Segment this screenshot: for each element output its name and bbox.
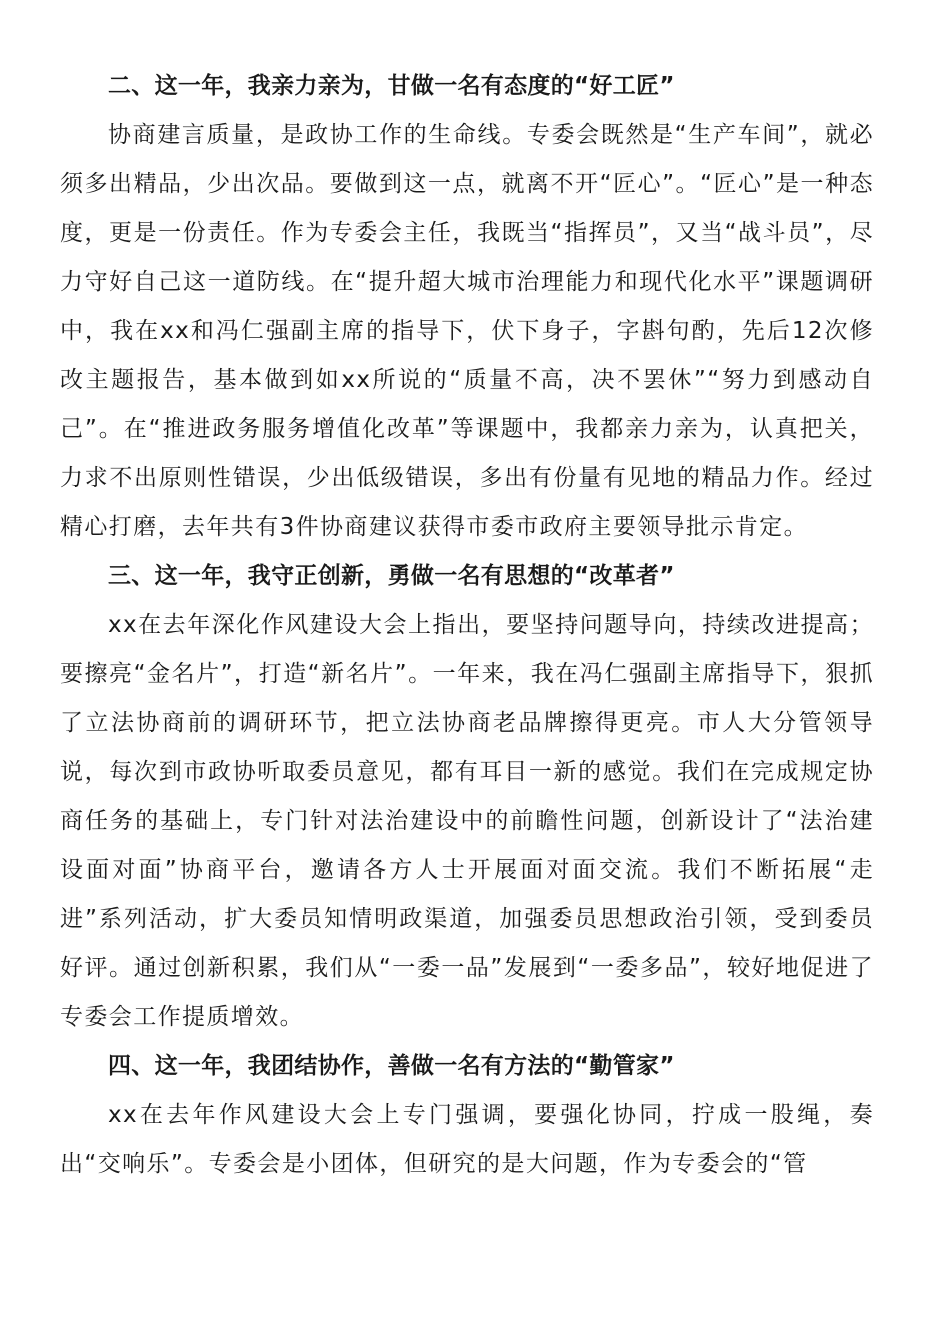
section-4: [60, 1042, 874, 1189]
section-paragraph: xx在去年深化作风建设大会上指出，要坚持问题导向，持续改进提高；要擦亮“金名片”，打造“新名片”。一年来，我在冯仁强副主席指导下，狠抓了立法协商前的调研环节，把立法协商老品牌擦得更亮。市人大分管领导说，每次到市政协听取委员意见，都有耳目一新的感觉。我们在完成规定协商任务的基础上，专门针对法治建设中的前瞻性问题，创新设计了“法治建设面对面”协商平台，邀请各方人士开展面对面交流。我们不断拓展“走进”系列活动，扩大委员知情明政渠道，加强委员思想政治引领，受到委员好评。通过创新积累，我们从“一委一品”发展到“一委多品”，较好地促进了专委会工作提质增效。: [60, 612, 874, 1030]
section-heading: 二、这一年，我亲力亲为，甘做一名有态度的“好工匠”: [108, 73, 675, 99]
section-3: [60, 552, 874, 1042]
section-2: [60, 62, 874, 552]
section-paragraph: xx在去年作风建设大会上专门强调，要强化协同，拧成一股绳，奏出“交响乐”。专委会是小团体，但研究的是大问题，作为专委会的“管: [60, 1102, 874, 1177]
section-heading: 三、这一年，我守正创新，勇做一名有思想的“改革者”: [108, 563, 675, 589]
section-paragraph: 协商建言质量，是政协工作的生命线。专委会既然是“生产车间”，就必须多出精品，少出次品。要做到这一点，就离不开“匠心”。“匠心”是一种态度，更是一份责任。作为专委会主任，我既当“指挥员”，又当“战斗员”，尽力守好自己这一道防线。在“提升超大城市治理能力和现代化水平”课题调研中，我在xx和冯仁强副主席的指导下，伏下身子，字斟句酌，先后12次修改主题报告，基本做到如xx所说的“质量不高，决不罢休”“努力到感动自己”。在“推进政务服务增值化改革”等课题中，我都亲力亲为，认真把关，力求不出原则性错误，少出低级错误，多出有份量有见地的精品力作。经过精心打磨，去年共有3件协商建议获得市委市政府主要领导批示肯定。: [60, 122, 874, 540]
section-heading: 四、这一年，我团结协作，善做一名有方法的“勤管家”: [108, 1053, 675, 1079]
